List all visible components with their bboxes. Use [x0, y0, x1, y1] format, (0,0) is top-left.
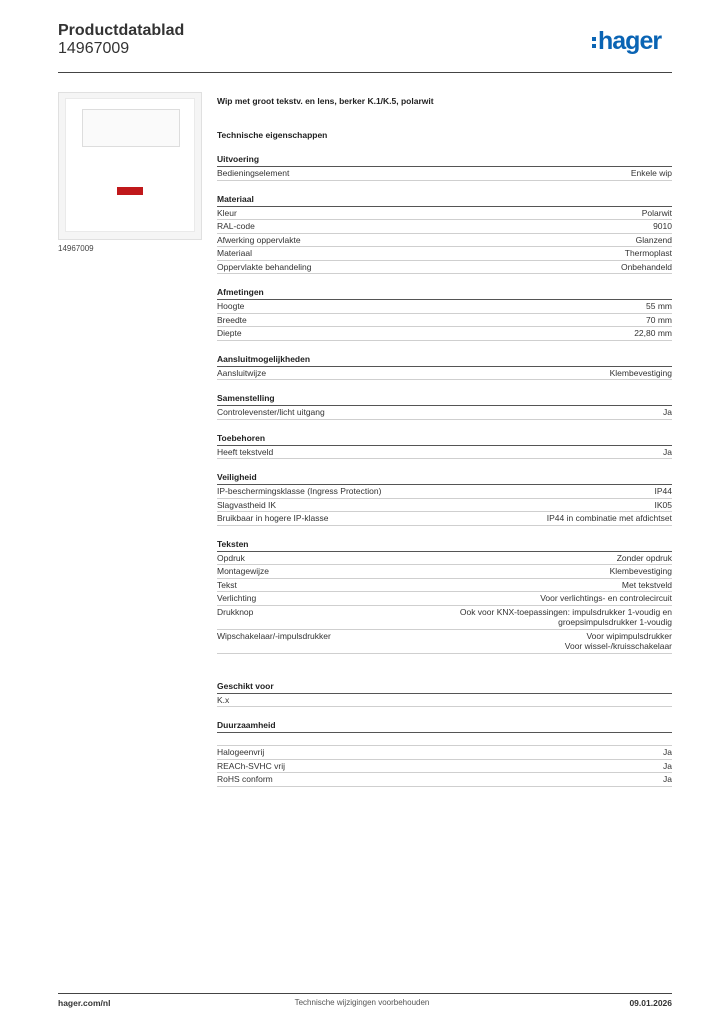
spec-value [460, 607, 672, 628]
spec-value [663, 761, 672, 772]
spec-value [663, 407, 672, 418]
spec-section [217, 392, 672, 420]
spec-value [540, 593, 672, 604]
section-title: Veiligheid [217, 471, 672, 485]
spec-value [631, 168, 672, 179]
spec-value-line: Met tekstveld [621, 579, 672, 590]
spec-value-line: IK05 [654, 499, 672, 510]
image-caption: 14967009 [58, 244, 94, 253]
spec-value [663, 447, 672, 458]
text-field-window [82, 109, 180, 147]
spec-value-line: Ja [663, 774, 672, 784]
spec-row [217, 579, 672, 593]
spec-value [646, 301, 672, 312]
spec-label: Bruikbaar in hogere IP-klasse [217, 513, 329, 523]
spec-row [217, 220, 672, 234]
footer-disclaimer: Technische wijzigingen voorbehouden [294, 998, 430, 1007]
spec-row [217, 592, 672, 606]
section-title: Afmetingen [217, 286, 672, 300]
spec-label: Heeft tekstveld [217, 446, 274, 457]
indicator-lens [117, 187, 143, 195]
spec-section [217, 680, 672, 708]
section-title: Uitvoering [217, 153, 672, 167]
spec-value [655, 500, 673, 511]
spec-value-line: 55 mm [646, 301, 672, 311]
spec-label: Wipschakelaar/-impulsdrukker [217, 630, 331, 641]
spec-label: RoHS conform [217, 774, 273, 784]
logo-text: hager [598, 27, 662, 55]
spec-label: Opdruk [217, 552, 245, 563]
spec-section [217, 153, 672, 181]
spec-value-line: Voor verlichtings- en controlecircuit [540, 593, 672, 603]
spec-value-line: Ja [663, 747, 672, 757]
spec-value [663, 774, 672, 785]
spec-label: Oppervlakte behandeling [217, 261, 312, 272]
spec-row [217, 773, 672, 787]
spec-value-line: groepsimpulsdrukker 1-voudig [558, 617, 672, 627]
document-title: Productdatablad [58, 22, 185, 39]
spec-row [217, 247, 672, 261]
footer-website: hager.com/nl [58, 998, 111, 1008]
spec-section [217, 286, 672, 341]
spec-value [610, 368, 672, 379]
spec-row [217, 327, 672, 341]
product-number: 14967009 [58, 40, 130, 57]
spec-value [565, 631, 672, 652]
spec-section [217, 471, 672, 526]
spec-label: Bedieningselement [217, 168, 290, 178]
spec-value [655, 486, 673, 497]
header-divider [58, 72, 672, 73]
spec-label: Materiaal [217, 248, 252, 258]
spec-value [646, 315, 672, 326]
switch-rocker-plate [65, 98, 195, 232]
spec-value [622, 580, 672, 591]
spec-section [217, 193, 672, 275]
spec-row [217, 499, 672, 513]
spec-value-line: Voor wipimpulsdrukker [586, 630, 672, 641]
logo-dots-icon [592, 37, 596, 48]
spec-label: Controlevenster/licht uitgang [217, 407, 325, 417]
spec-value-line [670, 695, 672, 706]
spec-label: REACh-SVHC vrij [217, 760, 286, 771]
footer-divider [58, 993, 672, 994]
spec-value-line: Ja [663, 446, 672, 457]
spec-row [217, 760, 672, 774]
spec-value-line: Klembevestiging [609, 566, 672, 576]
spec-label: Slagvastheid IK [217, 499, 277, 510]
spec-value-line: 70 mm [646, 314, 672, 325]
spec-value-line: Ja [663, 760, 672, 771]
spec-value [663, 747, 672, 758]
section-title: Toebehoren [217, 432, 672, 446]
spec-row [217, 300, 672, 314]
spec-value-line: Klembevestiging [609, 367, 672, 378]
spec-value-line: Onbehandeld [620, 261, 672, 272]
spec-value-line: 9010 [653, 221, 672, 231]
spec-value [653, 221, 672, 232]
spec-value-line: IP44 [654, 486, 672, 496]
spec-label: Breedte [217, 314, 247, 325]
spec-row [217, 234, 672, 248]
spec-row [217, 367, 672, 381]
spec-label: Tekst [217, 579, 237, 590]
spec-label: K.x [217, 694, 230, 705]
spec-value [617, 553, 672, 564]
spec-value-line: Enkele wip [630, 168, 672, 178]
section-title: Aansluitmogelijkheden [217, 353, 672, 367]
spec-value [621, 262, 672, 273]
spec-row [217, 314, 672, 328]
section-title: Samenstelling [217, 392, 672, 406]
spec-row [217, 746, 672, 760]
spec-value [636, 235, 672, 246]
spec-value-line: Ja [663, 407, 672, 417]
spec-label: Aansluitwijze [217, 367, 267, 378]
spec-value-line: Polarwit [641, 207, 672, 218]
section-title: Materiaal [217, 193, 672, 207]
spec-row [217, 565, 672, 579]
spec-row [217, 167, 672, 181]
section-gap [217, 733, 672, 746]
spec-value [634, 328, 672, 339]
spec-value-line: Thermoplast [624, 248, 672, 258]
spec-value [625, 248, 672, 259]
spec-row [217, 406, 672, 420]
spec-section [217, 432, 672, 460]
technical-properties-heading: Technische eigenschappen [217, 130, 328, 140]
spec-row [217, 512, 672, 526]
spec-value-line: Ook voor KNX-toepassingen: impulsdrukker 1-voudig en [459, 606, 672, 617]
spec-row [217, 261, 672, 275]
hager-logo [592, 26, 661, 56]
spec-section [217, 353, 672, 381]
spec-value-line: Voor wissel-/kruisschakelaar [564, 641, 672, 651]
spec-label: Verlichting [217, 593, 257, 603]
spec-sections [217, 153, 672, 787]
footer-date: 09.01.2026 [629, 998, 672, 1008]
spec-value [670, 695, 672, 706]
spec-value-line: 22,80 mm [634, 328, 672, 338]
spec-row [217, 694, 672, 708]
spec-row [217, 446, 672, 460]
spec-value [547, 513, 672, 524]
spec-label: Halogeenvrij [217, 747, 265, 757]
spec-value [642, 208, 672, 219]
spec-label: IP-beschermingsklasse (Ingress Protection) [217, 486, 382, 496]
spec-value-line: Zonder opdruk [616, 552, 672, 563]
spec-row [217, 207, 672, 221]
spec-value-line: Glanzend [635, 234, 672, 245]
spec-content [217, 95, 672, 787]
spec-label: Kleur [217, 207, 237, 218]
section-title: Duurzaamheid [217, 719, 672, 733]
spec-value-line: IP44 in combinatie met afdichtset [546, 513, 672, 523]
product-image [58, 92, 202, 240]
spec-row [217, 606, 672, 630]
spec-row [217, 552, 672, 566]
section-title: Geschikt voor [217, 680, 672, 694]
section-title: Teksten [217, 538, 672, 552]
spec-label: Montagewijze [217, 566, 269, 576]
spec-section [217, 719, 672, 787]
spec-row [217, 630, 672, 654]
spec-label: Hoogte [217, 301, 245, 311]
spec-label: RAL-code [217, 221, 255, 231]
spec-row [217, 485, 672, 499]
spec-label: Drukknop [217, 606, 254, 617]
spec-label: Diepte [217, 328, 242, 338]
spec-section [217, 538, 672, 654]
product-description: Wip met groot tekstv. en lens, berker K.1/K.5, polarwit [217, 96, 434, 106]
spec-value [610, 566, 672, 577]
spec-label: Afwerking oppervlakte [217, 234, 301, 245]
